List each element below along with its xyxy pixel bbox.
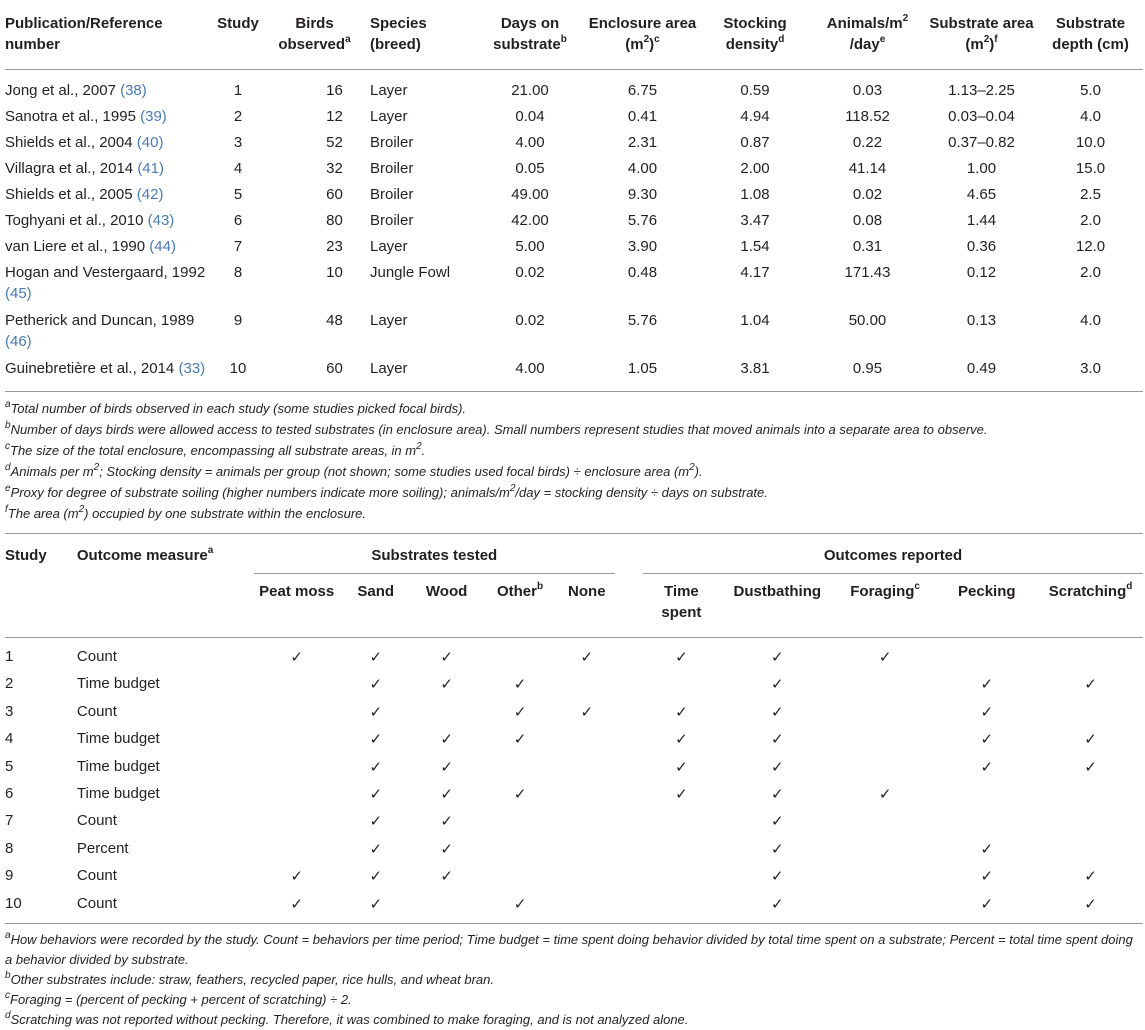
- table-row: [5, 781, 1143, 808]
- outcome-measure-cell: Time budget: [76, 675, 160, 693]
- peck-cell: [935, 781, 1038, 808]
- none-cell: [559, 726, 616, 753]
- dust-cell: [720, 644, 835, 671]
- dust-cell: [720, 699, 835, 726]
- footnote: $^c$The size of the total enclosure, encompassing all substrate areas, in $m^2$.: [5, 440, 426, 458]
- checkmark-icon: ✓: [369, 675, 383, 694]
- table-row: Petherick and Duncan, 1989 (46) 9 48 Layer 0.02 5.76 1.04 50.00 0.13 4.0: [5, 312, 1101, 350]
- col-header-foraging: Foraging$^c$: [850, 581, 920, 600]
- checkmark-icon: ✓: [878, 648, 892, 666]
- dust-cell: [720, 781, 835, 808]
- reference-link[interactable]: (40): [136, 134, 164, 151]
- table2-body: [5, 638, 1143, 919]
- table-row: [5, 726, 1143, 753]
- checkmark-icon: ✓: [369, 894, 383, 913]
- study-cell: 8: [5, 839, 14, 857]
- checkmark-icon: ✓: [440, 730, 453, 749]
- checkmark-icon: ✓: [675, 648, 688, 666]
- outcome-measure-cell: Time budget: [76, 757, 160, 775]
- checkmark-icon: ✓: [580, 648, 594, 666]
- col-header-other: Other$^b$: [496, 581, 544, 600]
- time-cell: [615, 644, 720, 671]
- col-header-birds: Birds observed$^a$: [278, 15, 351, 53]
- sand-cell: [340, 781, 412, 808]
- reference-link[interactable]: (45): [5, 285, 32, 302]
- peat-cell: [254, 754, 340, 781]
- checkmark-icon: ✓: [675, 757, 688, 776]
- checkmark-icon: ✓: [771, 730, 784, 749]
- col-header-days: Days on substrate$^b$: [493, 15, 567, 53]
- table-row: [5, 808, 1143, 835]
- footnote: $^a$Total number of birds observed in each study (some studies picked focal birds).: [5, 398, 467, 416]
- peck-cell: [935, 754, 1038, 781]
- time-cell: [615, 754, 720, 781]
- col-header-stocking: Stocking density$^d$: [723, 15, 787, 53]
- table-row: Jong et al., 2007 (38) 1 16 Layer 21.00 6.75 0.59 0.03 1.13–2.25 5.0: [5, 82, 1101, 99]
- sand-cell: [340, 863, 412, 890]
- table1-header-row: [5, 0, 1143, 70]
- col-header-species: Species (breed): [370, 15, 427, 53]
- checkmark-icon: ✓: [980, 867, 994, 886]
- dust-cell: [720, 754, 835, 781]
- checkmark-icon: ✓: [369, 785, 383, 804]
- other-cell: [482, 808, 559, 835]
- sand-cell: [340, 699, 412, 726]
- reference-link[interactable]: (41): [137, 160, 164, 177]
- checkmark-icon: ✓: [290, 648, 303, 666]
- checkmark-icon: ✓: [980, 730, 994, 749]
- table-row: [5, 671, 1143, 698]
- col-header-animals: Animals/$m^2$ /day$^e$: [826, 13, 909, 53]
- outcome-measure-cell: Count: [76, 867, 117, 885]
- study-cell: 2: [5, 675, 14, 693]
- checkmark-icon: ✓: [290, 867, 303, 886]
- col-header-wood: Wood: [425, 583, 468, 600]
- checkmark-icon: ✓: [440, 812, 453, 831]
- sand-cell: [340, 836, 412, 863]
- wood-cell: [412, 754, 482, 781]
- checkmark-icon: ✓: [440, 648, 453, 666]
- scratch-cell: [1038, 671, 1143, 698]
- peat-cell: [254, 726, 340, 753]
- checkmark-icon: ✓: [369, 812, 383, 831]
- sand-cell: [340, 644, 412, 671]
- peck-cell: [935, 671, 1038, 698]
- study-cell: 5: [5, 757, 14, 775]
- checkmark-icon: ✓: [440, 785, 453, 804]
- table-row: Toghyani et al., 2010 (43) 6 80 Broiler 42.00 5.76 3.47 0.08 1.44 2.0: [5, 212, 1101, 229]
- scratch-cell: [1038, 699, 1143, 726]
- outcome-measure-cell: Percent: [76, 839, 129, 857]
- scratch-cell: [1038, 781, 1143, 808]
- other-cell: [482, 836, 559, 863]
- checkmark-icon: ✓: [580, 702, 594, 721]
- other-cell: [482, 644, 559, 671]
- table-row: Guinebretière et al., 2014 (33) 10 60 Layer 4.00 1.05 3.81 0.95 0.49 3.0: [5, 360, 1101, 377]
- footnote: $^a$How behaviors were recorded by the study. Count = behaviors per time period; Time budget = time spent doing behavior divided by total time spent on a substrate; Percent = total time spent doing a behavior divided by substrate.: [5, 929, 1133, 968]
- checkmark-icon: ✓: [980, 894, 994, 913]
- forage-cell: [835, 699, 936, 726]
- footnote: $^c$Foraging = (percent of pecking + percent of scratching) ÷ 2.: [5, 989, 352, 1008]
- peat-cell: [254, 836, 340, 863]
- table-row: Sanotra et al., 1995 (39) 2 12 Layer 0.04 0.41 4.94 118.52 0.03–0.04 4.0: [5, 108, 1101, 125]
- checkmark-icon: ✓: [369, 757, 383, 776]
- col-header-substrate-area: Substrate area $(m^2)^f$: [929, 15, 1034, 53]
- reference-link[interactable]: (39): [140, 108, 167, 125]
- col-header-scratching: Scratching$^d$: [1048, 581, 1133, 600]
- other-cell: [482, 671, 559, 698]
- checkmark-icon: ✓: [290, 894, 303, 913]
- reference-link[interactable]: (46): [5, 333, 32, 350]
- none-cell: [559, 891, 616, 918]
- checkmark-icon: ✓: [771, 702, 784, 721]
- footnote: $^d$Scratching was not reported without pecking. Therefore, it was combined to make foraging, and is not analyzed alone.: [5, 1009, 689, 1028]
- checkmark-icon: ✓: [675, 730, 688, 749]
- outcome-measure-cell: Time budget: [76, 730, 160, 748]
- time-cell: [615, 891, 720, 918]
- wood-cell: [412, 891, 482, 918]
- outcome-measure-cell: Count: [76, 894, 117, 912]
- col-header-dustbathing: Dustbathing: [733, 583, 822, 600]
- none-cell: [559, 754, 616, 781]
- table2-header-row: [5, 581, 1143, 623]
- table2-group-row: [5, 534, 1143, 582]
- checkmark-icon: ✓: [771, 648, 784, 666]
- group-header-substrates: Substrates tested: [254, 534, 616, 582]
- none-cell: [559, 836, 616, 863]
- peat-cell: [254, 891, 340, 918]
- scratch-cell: [1038, 754, 1143, 781]
- col-header-peat-moss: Peat moss: [259, 583, 335, 600]
- none-cell: [559, 781, 616, 808]
- wood-cell: [412, 699, 482, 726]
- col-header-pecking: Pecking: [958, 583, 1016, 600]
- peat-cell: [254, 644, 340, 671]
- study-cell: 6: [5, 785, 14, 803]
- study-cell: 1: [5, 648, 14, 665]
- checkmark-icon: ✓: [771, 785, 784, 804]
- scratch-cell: [1038, 726, 1143, 753]
- col-header-study: Study: [5, 547, 47, 564]
- forage-cell: [835, 891, 936, 918]
- checkmark-icon: ✓: [878, 785, 892, 804]
- tables-figure: [5, 0, 1143, 1030]
- checkmark-icon: ✓: [771, 757, 784, 776]
- checkmark-icon: ✓: [771, 867, 784, 886]
- scratch-cell: [1038, 863, 1143, 890]
- table1-footnotes: [5, 391, 1143, 524]
- checkmark-icon: ✓: [369, 648, 383, 666]
- wood-cell: [412, 671, 482, 698]
- reference-link[interactable]: (44): [149, 238, 176, 255]
- checkmark-icon: ✓: [440, 675, 453, 694]
- outcome-measure-cell: Count: [76, 648, 117, 665]
- peat-cell: [254, 781, 340, 808]
- time-cell: [615, 836, 720, 863]
- other-cell: [482, 863, 559, 890]
- reference-link[interactable]: (38): [120, 82, 147, 99]
- table-row: [5, 644, 1143, 671]
- peck-cell: [935, 863, 1038, 890]
- col-header-outcome-measure: Outcome measure$^a$: [76, 545, 214, 564]
- dust-cell: [720, 863, 835, 890]
- footnote: $^e$Proxy for degree of substrate soiling (higher numbers indicate more soiling); animals/$m^2$/day = stocking density ÷ days on substrate.: [5, 482, 768, 500]
- outcome-measure-cell: Count: [76, 702, 117, 720]
- time-cell: [615, 808, 720, 835]
- peat-cell: [254, 699, 340, 726]
- peat-cell: [254, 863, 340, 890]
- table-row: [5, 836, 1143, 863]
- checkmark-icon: ✓: [513, 785, 527, 804]
- sand-cell: [340, 671, 412, 698]
- dust-cell: [720, 671, 835, 698]
- peat-cell: [254, 808, 340, 835]
- other-cell: [482, 891, 559, 918]
- study-characteristics-table: [5, 0, 1143, 385]
- col-header-substrate-depth: Substrate depth (cm): [1052, 15, 1129, 53]
- study-cell: 3: [5, 702, 14, 720]
- study-cell: 9: [5, 867, 14, 885]
- forage-cell: [835, 726, 936, 753]
- checkmark-icon: ✓: [771, 894, 784, 913]
- dust-cell: [720, 891, 835, 918]
- other-cell: [482, 781, 559, 808]
- other-cell: [482, 699, 559, 726]
- checkmark-icon: ✓: [369, 730, 383, 749]
- group-header-outcomes: Outcomes reported: [615, 534, 1143, 582]
- col-header-study: Study: [217, 15, 259, 32]
- other-cell: [482, 726, 559, 753]
- forage-cell: [835, 863, 936, 890]
- reference-link[interactable]: (42): [136, 186, 164, 203]
- forage-cell: [835, 781, 936, 808]
- table-row: Hogan and Vestergaard, 1992 (45) 8 10 Jungle Fowl 0.02 0.48 4.17 171.43 0.12 2.0: [5, 264, 1101, 302]
- checkmark-icon: ✓: [513, 894, 527, 913]
- scratch-cell: [1038, 644, 1143, 671]
- peat-cell: [254, 671, 340, 698]
- checkmark-icon: ✓: [675, 785, 688, 804]
- table-row: [5, 891, 1143, 918]
- table-row: [5, 699, 1143, 726]
- checkmark-icon: ✓: [513, 730, 527, 749]
- table-row: van Liere et al., 1990 (44) 7 23 Layer 5.00 3.90 1.54 0.31 0.36 12.0: [5, 238, 1106, 255]
- wood-cell: [412, 836, 482, 863]
- forage-cell: [835, 836, 936, 863]
- checkmark-icon: ✓: [771, 812, 784, 831]
- none-cell: [559, 671, 616, 698]
- checkmark-icon: ✓: [440, 867, 453, 886]
- wood-cell: [412, 781, 482, 808]
- peck-cell: [935, 891, 1038, 918]
- outcome-measure-cell: Time budget: [76, 785, 160, 803]
- checkmark-icon: ✓: [1084, 757, 1097, 776]
- checkmark-icon: ✓: [440, 839, 453, 858]
- footnote: $^f$The area $(m^2)$ occupied by one substrate within the enclosure.: [5, 503, 366, 521]
- checkmark-icon: ✓: [1084, 894, 1097, 913]
- col-header-sand: Sand: [357, 583, 395, 600]
- wood-cell: [412, 808, 482, 835]
- peck-cell: [935, 699, 1038, 726]
- checkmark-icon: ✓: [369, 702, 383, 721]
- footnote: $^b$Number of days birds were allowed access to tested substrates (in enclosure area). Small numbers represent studies that moved animals into a separate area to observe.: [5, 419, 988, 437]
- scratch-cell: [1038, 891, 1143, 918]
- table-row: Villagra et al., 2014 (41) 4 32 Broiler 0.05 4.00 2.00 41.14 1.00 15.0: [5, 160, 1106, 177]
- checkmark-icon: ✓: [980, 675, 994, 694]
- sand-cell: [340, 726, 412, 753]
- checkmark-icon: ✓: [980, 702, 994, 721]
- peck-cell: [935, 644, 1038, 671]
- checkmark-icon: ✓: [513, 675, 527, 694]
- time-cell: [615, 863, 720, 890]
- forage-cell: [835, 644, 936, 671]
- col-header-time-spent: Time spent: [661, 583, 702, 621]
- substrates-outcomes-table: [5, 533, 1143, 918]
- other-cell: [482, 754, 559, 781]
- dust-cell: [720, 836, 835, 863]
- forage-cell: [835, 808, 936, 835]
- footnote: $^d$Animals per $m^2$; Stocking density = animals per group (not shown; some studies used focal birds) ÷ enclosure area $(m^2)$.: [5, 461, 703, 479]
- checkmark-icon: ✓: [980, 839, 994, 858]
- reference-link[interactable]: (33): [178, 360, 206, 377]
- time-cell: [615, 726, 720, 753]
- table2-footnotes: [5, 923, 1143, 1030]
- none-cell: [559, 863, 616, 890]
- forage-cell: [835, 754, 936, 781]
- time-cell: [615, 671, 720, 698]
- table-row: Shields et al., 2004 (40) 3 52 Broiler 4.00 2.31 0.87 0.22 0.37–0.82 10.0: [5, 134, 1106, 151]
- col-header-none: None: [568, 583, 606, 600]
- reference-link[interactable]: (43): [147, 212, 175, 229]
- peck-cell: [935, 836, 1038, 863]
- time-cell: [615, 781, 720, 808]
- peck-cell: [935, 808, 1038, 835]
- checkmark-icon: ✓: [369, 839, 383, 858]
- checkmark-icon: ✓: [440, 757, 453, 776]
- footnote: $^b$Other substrates include: straw, feathers, recycled paper, rice hulls, and wheat bran.: [5, 969, 494, 988]
- peck-cell: [935, 726, 1038, 753]
- table-row: [5, 863, 1143, 890]
- none-cell: [559, 808, 616, 835]
- sand-cell: [340, 891, 412, 918]
- col-header-publication: Publication/Reference number: [5, 15, 163, 53]
- study-cell: 4: [5, 730, 14, 748]
- study-cell: 7: [5, 812, 14, 830]
- col-header-enclosure: Enclosure area $(m^2)^c$: [588, 15, 697, 53]
- none-cell: [559, 699, 616, 726]
- checkmark-icon: ✓: [771, 839, 784, 858]
- dust-cell: [720, 726, 835, 753]
- checkmark-icon: ✓: [1084, 730, 1097, 749]
- checkmark-icon: ✓: [1084, 867, 1097, 886]
- outcome-measure-cell: Count: [76, 812, 117, 830]
- wood-cell: [412, 726, 482, 753]
- checkmark-icon: ✓: [980, 757, 994, 776]
- wood-cell: [412, 644, 482, 671]
- checkmark-icon: ✓: [1084, 675, 1097, 694]
- sand-cell: [340, 754, 412, 781]
- checkmark-icon: ✓: [675, 702, 688, 721]
- scratch-cell: [1038, 836, 1143, 863]
- dust-cell: [720, 808, 835, 835]
- table-row: Shields et al., 2005 (42) 5 60 Broiler 49.00 9.30 1.08 0.02 4.65 2.5: [5, 186, 1101, 203]
- study-cell: 10: [5, 894, 22, 912]
- forage-cell: [835, 671, 936, 698]
- time-cell: [615, 699, 720, 726]
- none-cell: [559, 644, 616, 671]
- table-row: [5, 754, 1143, 781]
- checkmark-icon: ✓: [369, 867, 383, 886]
- scratch-cell: [1038, 808, 1143, 835]
- checkmark-icon: ✓: [771, 675, 784, 694]
- sand-cell: [340, 808, 412, 835]
- wood-cell: [412, 863, 482, 890]
- checkmark-icon: ✓: [513, 702, 527, 721]
